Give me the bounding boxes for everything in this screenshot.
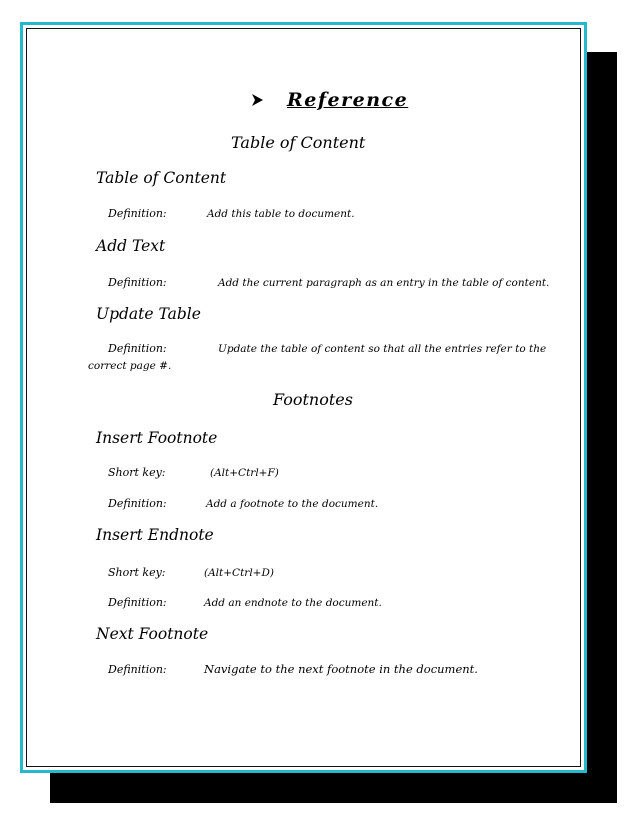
definition-label: Definition: xyxy=(108,276,167,289)
definition-label: Definition: xyxy=(108,596,167,609)
item-title-insert-endnote: Insert Endnote xyxy=(96,526,214,544)
shortkey-label: Short key: xyxy=(108,566,166,579)
definition-text: Add this table to document. xyxy=(207,208,355,220)
shortkey-label: Short key: xyxy=(108,466,166,479)
definition-text: Add the current paragraph as an entry in the table of content. xyxy=(218,277,550,289)
definition-text: Add an endnote to the document. xyxy=(204,597,382,609)
item-title-add-text: Add Text xyxy=(96,237,166,255)
page-title: Reference xyxy=(287,89,409,111)
document-page xyxy=(20,22,587,773)
definition-label: Definition: xyxy=(108,342,167,355)
shortkey-text: (Alt+Ctrl+D) xyxy=(204,567,274,579)
item-title-table-of-content: Table of Content xyxy=(96,169,227,187)
definition-text: Navigate to the next footnote in the document. xyxy=(204,662,478,676)
item-title-update-table: Update Table xyxy=(96,305,201,323)
reference-heading xyxy=(249,89,408,111)
section-title-table-of-content: Table of Content xyxy=(231,133,366,152)
definition-label: Definition: xyxy=(108,207,167,220)
definition-text: Add a footnote to the document. xyxy=(206,498,379,510)
definition-label: Definition: xyxy=(108,497,167,510)
shortkey-text: (Alt+Ctrl+F) xyxy=(210,467,279,479)
definition-label: Definition: xyxy=(108,663,167,676)
definition-text-continued: correct page #. xyxy=(88,360,172,372)
item-title-next-footnote: Next Footnote xyxy=(96,625,209,643)
item-title-insert-footnote: Insert Footnote xyxy=(96,429,218,447)
section-title-footnotes: Footnotes xyxy=(273,390,353,409)
definition-text: Update the table of content so that all the entries refer to the xyxy=(218,343,547,355)
arrow-bullet-icon xyxy=(249,92,265,108)
